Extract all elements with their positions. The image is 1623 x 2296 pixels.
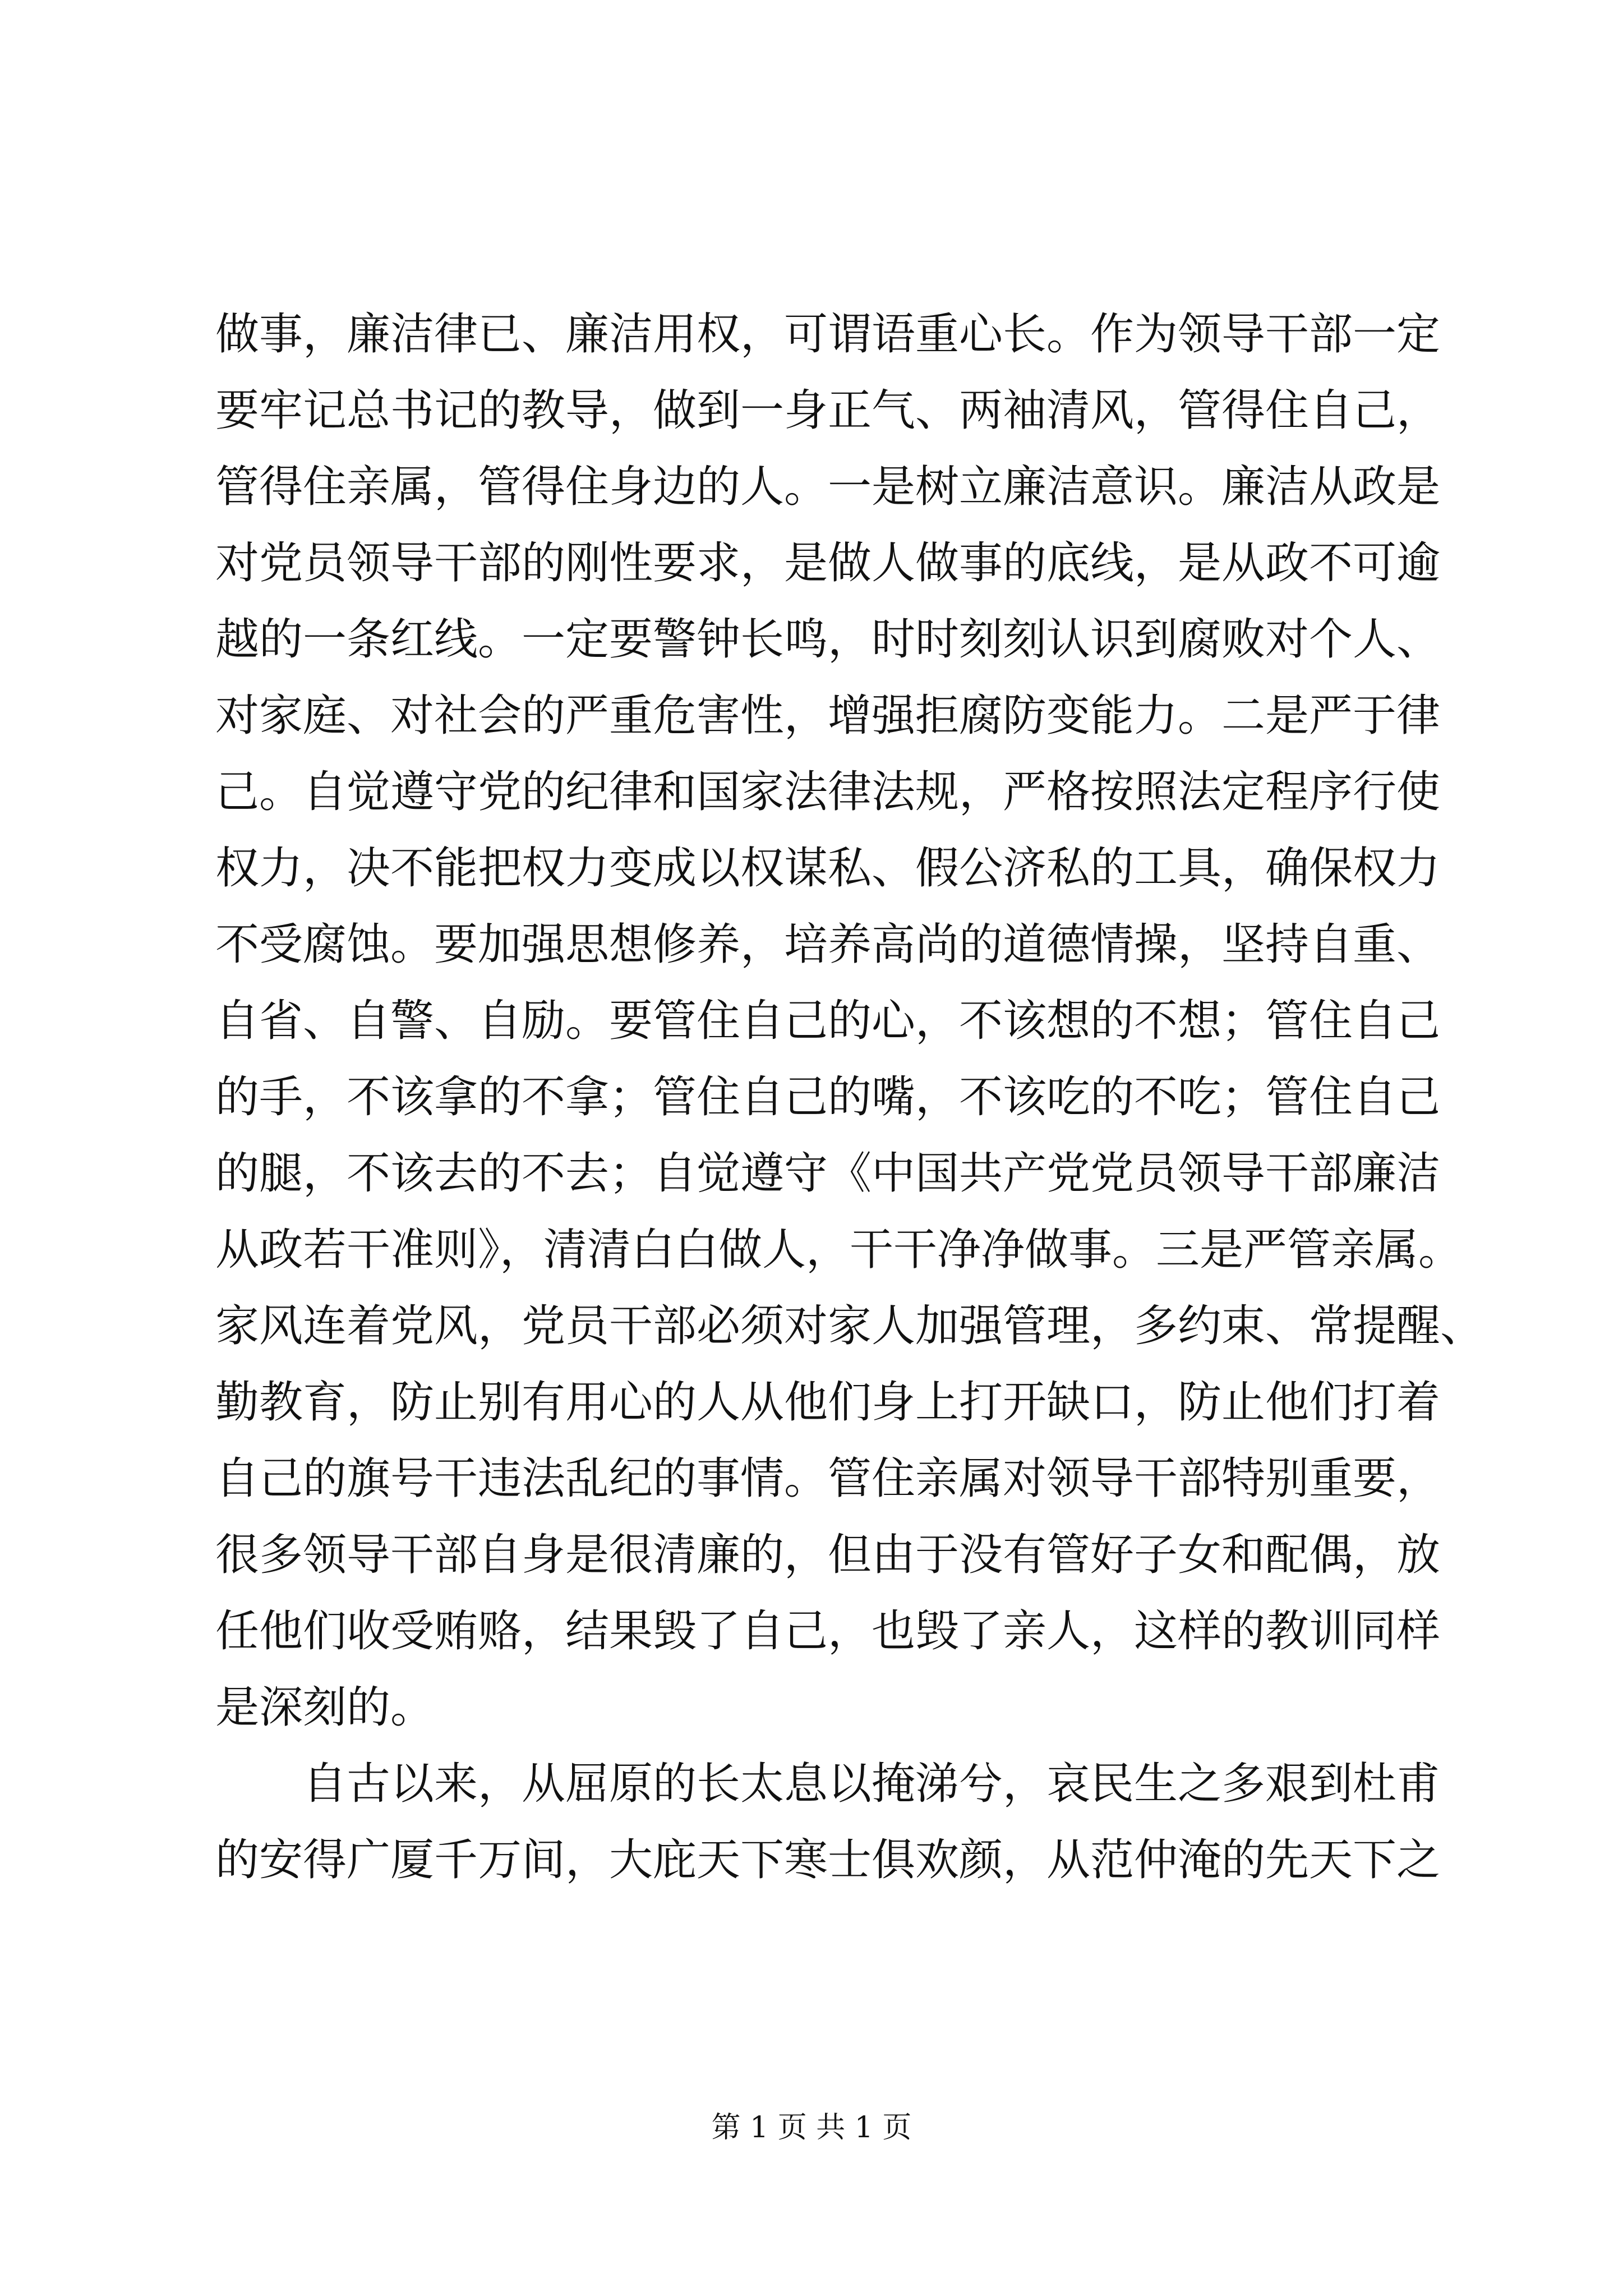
text-line: 任他们收受贿赂，结果毁了自己，也毁了亲人，这样的教训同样 [215, 1606, 1441, 1657]
text-line: 管得住亲属，管得住身边的人。一是树立廉洁意识。廉洁从政是 [215, 462, 1441, 512]
text-line: 的腿，不该去的不去；自觉遵守《中国共产党党员领导干部廉洁 [215, 1148, 1441, 1199]
text-line: 越的一条红线。一定要警钟长鸣，时时刻刻认识到腐败对个人、 [215, 614, 1441, 665]
text-line: 的手，不该拿的不拿；管住自己的嘴，不该吃的不吃；管住自己 [215, 1072, 1441, 1122]
text-line: 自古以来，从屈原的长太息以掩涕兮，哀民生之多艰到杜甫 [303, 1759, 1441, 1809]
text-line: 很多领导干部自身是很清廉的，但由于没有管好子女和配偶，放 [215, 1530, 1441, 1580]
document-body [215, 296, 1484, 1898]
text-line: 不受腐蚀。要加强思想修养，培养高尚的道德情操，坚持自重、 [215, 919, 1441, 970]
page-number: 第 1 页 共 1 页 [711, 2111, 912, 2145]
paragraph-1 [215, 296, 1484, 1746]
text-line: 勤教育，防止别有用心的人从他们身上打开缺口，防止他们打着 [215, 1377, 1441, 1428]
text-line: 是深刻的。 [215, 1682, 435, 1733]
text-line: 从政若干准则》，清清白白做人，干干净净做事。三是严管亲属。 [215, 1225, 1463, 1275]
text-line: 权力，决不能把权力变成以权谋私、假公济私的工具，确保权力 [215, 843, 1441, 894]
text-line: 己。自觉遵守党的纪律和国家法律法规，严格按照法定程序行使 [215, 767, 1441, 817]
text-line: 做事，廉洁律已、廉洁用权，可谓语重心长。作为领导干部一定 [215, 309, 1441, 360]
text-line: 对家庭、对社会的严重危害性，增强拒腐防变能力。二是严于律 [215, 691, 1441, 741]
text-line: 对党员领导干部的刚性要求，是做人做事的底线，是从政不可逾 [215, 538, 1441, 588]
text-line: 自省、自警、自励。要管住自己的心，不该想的不想；管住自己 [215, 996, 1441, 1046]
paragraph-2 [215, 1746, 1441, 1898]
text-line: 的安得广厦千万间，大庇天下寒士俱欢颜，从范仲淹的先天下之 [215, 1835, 1441, 1885]
text-line: 家风连着党风，党员干部必须对家人加强管理，多约束、常提醒、 [215, 1301, 1484, 1351]
text-line: 自己的旗号干违法乱纪的事情。管住亲属对领导干部特别重要， [215, 1453, 1441, 1504]
text-line: 要牢记总书记的教导，做到一身正气、两袖清风，管得住自己， [215, 385, 1441, 436]
